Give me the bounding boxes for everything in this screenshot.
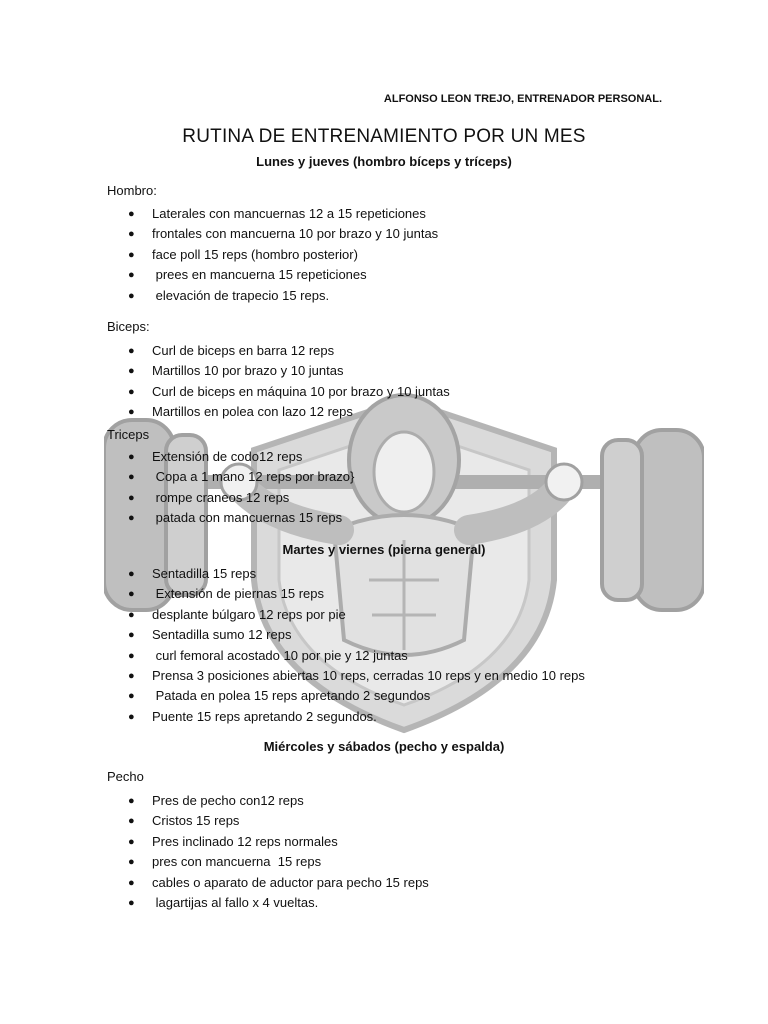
bullet-icon: ●	[128, 896, 135, 909]
exercise-list-pierna	[128, 564, 585, 727]
bullet-icon: ●	[128, 649, 135, 662]
bullet-icon: ●	[128, 710, 135, 723]
list-item: ● Curl de biceps en barra 12 reps	[128, 341, 450, 361]
bullet-icon: ●	[128, 471, 135, 484]
exercise-list-triceps	[128, 447, 354, 529]
list-item: ● Cristos 15 reps	[128, 811, 429, 831]
exercise-list-biceps	[128, 341, 450, 423]
exercise-list-hombro	[128, 204, 438, 306]
bullet-icon: ●	[128, 669, 135, 682]
list-item: ● Puente 15 reps apretando 2 segundos.	[128, 707, 585, 727]
exercise-list-pecho	[128, 791, 429, 913]
list-item: ● frontales con mancuerna 10 por brazo y 10 juntas	[128, 224, 438, 244]
bullet-icon: ●	[128, 345, 135, 357]
list-item: ● Martillos 10 por brazo y 10 juntas	[128, 361, 450, 381]
list-item: ● prees en mancuerna 15 repeticiones	[128, 265, 438, 285]
group-label-pecho: Pecho	[107, 769, 144, 784]
list-item: ● face poll 15 reps (hombro posterior)	[128, 245, 438, 265]
bullet-icon: ●	[128, 512, 135, 525]
list-item: ● cables o aparato de aductor para pecho 15 reps	[128, 873, 429, 893]
bullet-icon: ●	[128, 608, 135, 621]
bullet-icon: ●	[128, 588, 135, 601]
day-heading-martes-viernes: Martes y viernes (pierna general)	[282, 542, 486, 557]
list-item: ● Martillos en polea con lazo 12 reps	[128, 402, 450, 422]
bullet-icon: ●	[128, 269, 135, 282]
bullet-icon: ●	[128, 228, 135, 241]
list-item: ● lagartijas al fallo x 4 vueltas.	[128, 893, 429, 913]
group-label-triceps: Triceps	[107, 427, 150, 442]
bullet-icon: ●	[128, 629, 135, 642]
bullet-icon: ●	[128, 491, 135, 504]
list-item: ● pres con mancuerna 15 reps	[128, 852, 429, 872]
list-item: ● Patada en polea 15 reps apretando 2 segundos	[128, 686, 585, 706]
list-item: ● Sentadilla 15 reps	[128, 564, 585, 584]
list-item: ● patada con mancuernas 15 reps	[128, 508, 354, 528]
list-item: ● rompe craneos 12 reps	[128, 488, 354, 508]
bullet-icon: ●	[128, 568, 135, 580]
list-item: ● Laterales con mancuernas 12 a 15 repeticiones	[128, 204, 438, 224]
bullet-icon: ●	[128, 451, 135, 463]
list-item: ● Pres de pecho con12 reps	[128, 791, 429, 811]
list-item: ● elevación de trapecio 15 reps.	[128, 286, 438, 306]
document-title: RUTINA DE ENTRENAMIENTO POR UN MES	[182, 126, 586, 147]
bullet-icon: ●	[128, 385, 135, 398]
bullet-icon: ●	[128, 289, 135, 302]
bullet-icon: ●	[128, 856, 135, 869]
group-label-biceps: Biceps:	[107, 319, 150, 334]
bullet-icon: ●	[128, 690, 135, 703]
bullet-icon: ●	[128, 815, 135, 828]
list-item: ● Prensa 3 posiciones abiertas 10 reps, cerradas 10 reps y en medio 10 reps	[128, 666, 585, 686]
bullet-icon: ●	[128, 248, 135, 261]
list-item: ● Pres inclinado 12 reps normales	[128, 832, 429, 852]
bullet-icon: ●	[128, 406, 135, 419]
list-item: ● Extensión de codo12 reps	[128, 447, 354, 467]
list-item: ● Sentadilla sumo 12 reps	[128, 625, 585, 645]
bullet-icon: ●	[128, 795, 135, 807]
author-name: ALFONSO LEON TREJO, ENTRENADOR PERSONAL.	[383, 93, 662, 105]
day-heading-lunes-jueves: Lunes y jueves (hombro bíceps y tríceps)	[256, 154, 512, 169]
bullet-icon: ●	[128, 876, 135, 889]
list-item: ● Curl de biceps en máquina 10 por brazo y 10 juntas	[128, 382, 450, 402]
list-item: ● desplante búlgaro 12 reps por pie	[128, 605, 585, 625]
list-item: ● Extensión de piernas 15 reps	[128, 584, 585, 604]
bullet-icon: ●	[128, 208, 135, 220]
day-heading-miercoles-sabados: Miércoles y sábados (pecho y espalda)	[263, 739, 505, 754]
list-item: ● curl femoral acostado 10 por pie y 12 juntas	[128, 646, 585, 666]
bullet-icon: ●	[128, 365, 135, 378]
list-item: ● Copa a 1 mano 12 reps por brazo}	[128, 467, 354, 487]
bullet-icon: ●	[128, 835, 135, 848]
group-label-hombro: Hombro:	[107, 183, 157, 198]
